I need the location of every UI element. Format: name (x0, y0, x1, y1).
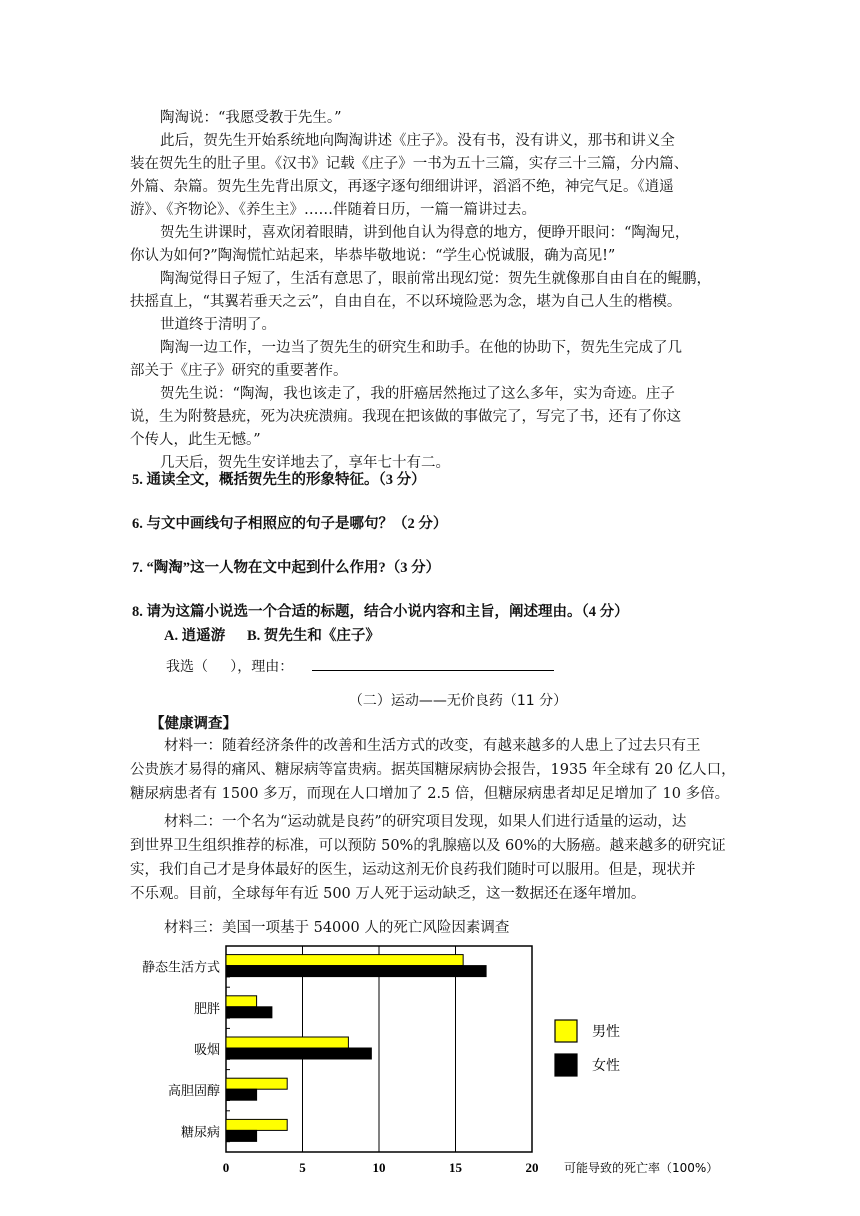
story-line: 陶淘一边工作，一边当了贺先生的研究生和助手。在他的协助下，贺先生完成了几 (160, 340, 682, 356)
question-8-options: A. 逍遥游 B. 贺先生和《庄子》 (164, 628, 380, 644)
story-line: 个传人，此生无憾。” (130, 432, 261, 448)
question-7: 7. “陶淘”这一人物在文中起到什么作用?（3 分） (132, 560, 441, 576)
category-label: 吸烟 (193, 1043, 220, 1058)
x-tick-label: 0 (222, 1160, 230, 1175)
x-tick-label: 20 (525, 1160, 539, 1175)
category-label: 肥胖 (193, 1001, 220, 1017)
story-line: 部关于《庄子》研究的重要著作。 (130, 363, 348, 379)
question-6: 6. 与文中画线句子相照应的句子是哪句？（2 分） (132, 516, 448, 532)
story-line: 贺先生说：“陶淘，我也该走了，我的肝癌居然拖过了这么多年，实为奇迹。庄子 (160, 386, 675, 402)
category-label: 静态生活方式 (141, 960, 220, 976)
material2-line: 到世界卫生组织推荐的标准，可以预防 50%的乳腺癌以及 60%的大肠癌。越来越多的研究证 (130, 838, 726, 854)
story-line: 扶摇直上，“其翼若垂天之云”，自由自在，不以环境险恶为念，堪为自己人生的楷模。 (130, 294, 682, 310)
story-line: 几天后，贺先生安详地去了，享年七十有二。 (160, 455, 450, 471)
category-label: 糖尿病 (180, 1125, 220, 1141)
question-5: 5. 通读全文，概括贺先生的形象特征。（3 分） (132, 472, 426, 488)
risk-factor-chart (130, 940, 750, 1180)
bar-female (226, 1048, 371, 1059)
story-line: 外篇、杂篇。贺先生先背出原文，再逐字逐句细细讲评，滔滔不绝，神完气足。《逍遥 (130, 179, 674, 195)
legend-label: 男性 (592, 1024, 620, 1040)
story-line: 说，生为附赘悬疣，死为决疣溃痈。我现在把该做的事做完了，写完了书，还有了你这 (130, 409, 681, 425)
legend-label: 女性 (592, 1058, 620, 1074)
material1-line: 公贵族才易得的痛风、糖尿病等富贵病。据英国糖尿病协会报告，1935 年全球有 20 亿人口， (130, 762, 736, 778)
bar-male (226, 1078, 287, 1089)
story-line: 你认为如何?”陶淘慌忙站起来，毕恭毕敬地说：“学生心悦诚服，确为高见!” (130, 248, 616, 264)
story-line: 此后，贺先生开始系统地向陶淘讲述《庄子》。没有书，没有讲义，那书和讲义全 (160, 133, 675, 149)
x-tick-label: 15 (449, 1160, 462, 1175)
material2-line: 不乐观。目前，全球每年有近 500 万人死于运动缺乏，这一数据还在逐年增加。 (130, 886, 646, 902)
bar-male (226, 996, 257, 1007)
bar-male (226, 1119, 287, 1130)
question-8: 8. 请为这篇小说选一个合适的标题，结合小说内容和主旨，阐述理由。（4 分） (132, 604, 629, 620)
section-title: （二）运动——无价良药（11 分） (348, 693, 568, 709)
story-line: 贺先生讲课时，喜欢闭着眼睛，讲到他自认为得意的地方，便睁开眼问：“陶淘兄， (160, 225, 690, 241)
bar-female (226, 1089, 257, 1100)
story-line: 装在贺先生的肚子里。《汉书》记载《庄子》一书为五十三篇，实存三十三篇，分内篇、 (130, 156, 689, 172)
bar-male (226, 1037, 348, 1048)
material1-line: 材料一：随着经济条件的改善和生活方式的改变，有越来越多的人患上了过去只有王 (164, 738, 701, 754)
answer-blank[interactable] (312, 670, 554, 671)
legend-swatch (555, 1020, 577, 1042)
x-axis-label: 可能导致的死亡率（100%） (564, 1161, 719, 1175)
bar-male (226, 955, 463, 966)
x-tick-label: 10 (372, 1160, 386, 1175)
bar-female (226, 1007, 272, 1018)
bar-female (226, 966, 486, 977)
section-subhead: 【健康调查】 (150, 716, 237, 732)
question-8-answer: 我选（ ），理由： (166, 659, 294, 675)
story-line: 陶淘说：“我愿受教于先生。” (160, 110, 342, 126)
x-tick-label: 5 (299, 1160, 306, 1175)
story-line: 陶淘觉得日子短了，生活有意思了，眼前常出现幻觉：贺先生就像那自由自在的鲲鹏， (160, 271, 711, 287)
material1-line: 糖尿病患者有 1500 多万，而现在人口增加了 2.5 倍，但糖尿病患者却足足增加了 10 多倍。 (130, 786, 730, 802)
category-label: 高胆固醇 (167, 1084, 220, 1100)
story-line: 游》、《齐物论》、《养生主》……伴随着日历，一篇一篇讲过去。 (130, 202, 536, 218)
material2-line: 实，我们自己才是身体最好的医生，运动这剂无价良药我们随时可以服用。但是，现状并 (130, 862, 696, 878)
material-3-caption: 材料三：美国一项基于 54000 人的死亡风险因素调查 (164, 920, 510, 936)
story-line: 世道终于清明了。 (160, 317, 276, 333)
material2-line: 材料二：一个名为“运动就是良药”的研究项目发现，如果人们进行适量的运动，达 (164, 814, 687, 830)
legend-swatch (555, 1054, 577, 1076)
bar-female (226, 1130, 257, 1141)
